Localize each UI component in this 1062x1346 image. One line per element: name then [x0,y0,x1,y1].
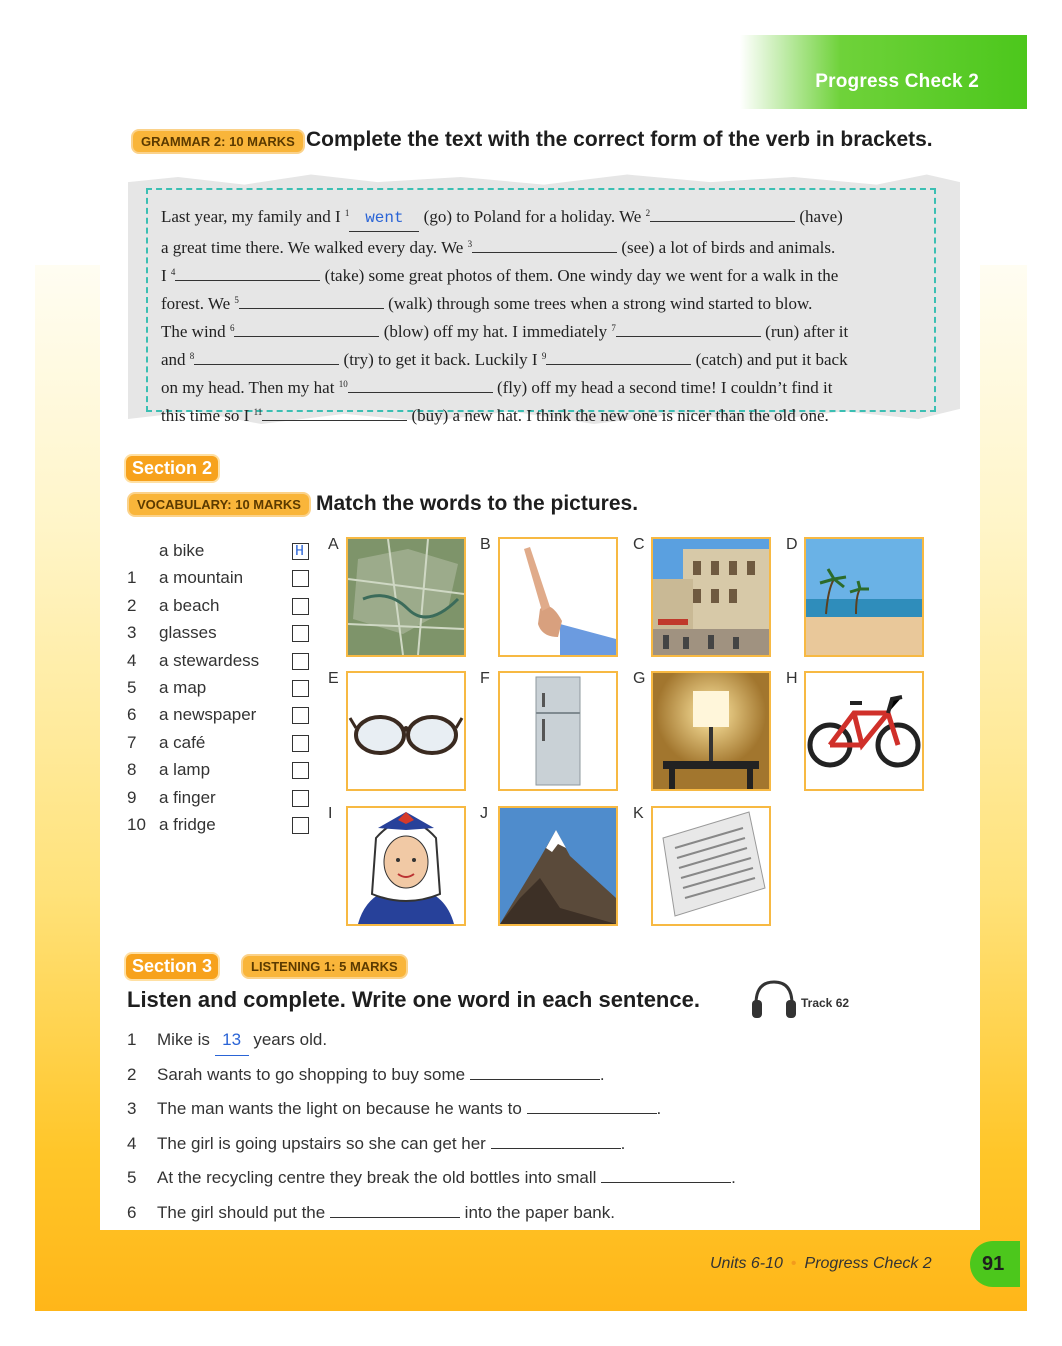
bike-icon [804,671,924,791]
answer-went[interactable]: went [349,206,419,232]
section-3-label: Section 3 [126,954,218,979]
answer-checkbox[interactable] [292,735,309,752]
picture-label-i: I [328,805,333,822]
grammar-text [161,201,911,428]
picture-label-f: F [480,670,490,687]
picture-label-a: A [328,536,339,553]
stewardess-icon [346,806,466,926]
section-2-label: Section 2 [126,456,218,481]
newspaper-icon [651,806,771,926]
answer-checkbox[interactable] [292,680,309,697]
listening-badge: LISTENING 1: 5 MARKS [243,956,406,977]
answer-checkbox[interactable] [292,707,309,724]
gap-8[interactable] [194,350,339,365]
answer-13[interactable]: 13 [215,1025,249,1056]
footer-separator: • [790,1255,797,1272]
picture-label-j: J [480,805,488,822]
footer-units: Units 6-10 [710,1255,783,1272]
answer-checkbox[interactable]: H [292,543,309,560]
answer-checkbox[interactable] [292,625,309,642]
grammar-line: a great time there. We walked every day. We $^3$ (see) a lot of birds and animals. [161,238,836,257]
picture-label-g: G [633,670,646,687]
footer-title: Progress Check 2 [804,1255,932,1272]
lamp-icon [651,671,771,791]
footer [710,1255,932,1273]
answer-gap[interactable] [491,1134,621,1149]
answer-gap[interactable] [601,1168,731,1183]
picture-label-d: D [786,536,798,553]
gap-7[interactable] [616,322,761,337]
cafe-icon [651,537,771,657]
answer-gap[interactable] [527,1099,657,1114]
grammar-line: on my head. Then my hat $^{10}$ (fly) off my head a second time! I couldn’t find it [161,378,833,397]
headphones-icon [750,978,798,1027]
answer-checkbox[interactable] [292,790,309,807]
picture-label-c: C [633,536,645,553]
progress-check-title: Progress Check 2 [815,71,979,92]
answer-checkbox[interactable] [292,762,309,779]
grammar-line: forest. We $^5$ (walk) through some trees when a strong wind started to blow. [161,294,813,313]
map-icon [346,537,466,657]
answer-gap[interactable] [470,1065,600,1080]
answer-checkbox[interactable] [292,817,309,834]
grammar-line: I $^4$ (take) some great photos of them. One windy day we went for a walk in the [161,266,839,285]
answer-gap[interactable] [330,1203,460,1218]
gap-10[interactable] [348,378,493,393]
gap-6[interactable] [234,322,379,337]
picture-label-e: E [328,670,339,687]
track-label: Track 62 [801,996,850,1010]
beach-icon [804,537,924,657]
grammar-line: this time so I $^{11}$ (buy) a new hat. I think the new one is nicer than the old one. [161,406,829,425]
mountain-icon [498,806,618,926]
vocabulary-instruction: Match the words to the pictures. [316,492,639,515]
grammar-line: Last year, my family and I $^1$ went (go) to Poland for a holiday. We $^2$ (have) [161,201,911,232]
picture-label-h: H [786,670,798,687]
answer-checkbox[interactable] [292,570,309,587]
gap-5[interactable] [239,294,384,309]
progress-check-tab [740,35,1027,109]
gap-2[interactable] [650,207,795,222]
finger-icon [498,537,618,657]
gap-11[interactable] [262,406,407,421]
gap-3[interactable] [472,238,617,253]
grammar-line: The wind $^6$ (blow) off my hat. I immediately $^7$ (run) after it [161,322,849,341]
grammar-badge: GRAMMAR 2: 10 MARKS [133,131,303,152]
glasses-icon [346,671,466,791]
picture-label-b: B [480,536,491,553]
listening-instruction: Listen and complete. Write one word in each sentence. [127,987,700,1012]
picture-label-k: K [633,805,644,822]
page-number: 91 [970,1241,1020,1287]
grammar-instruction: Complete the text with the correct form of the verb in brackets. [306,128,933,151]
answer-checkbox[interactable] [292,653,309,670]
vocabulary-badge: VOCABULARY: 10 MARKS [129,494,309,515]
answer-checkbox[interactable] [292,598,309,615]
gap-9[interactable] [546,350,691,365]
gap-4[interactable] [175,266,320,281]
fridge-icon [498,671,618,791]
grammar-line: and $^8$ (try) to get it back. Luckily I $^9$ (catch) and put it back [161,350,848,369]
